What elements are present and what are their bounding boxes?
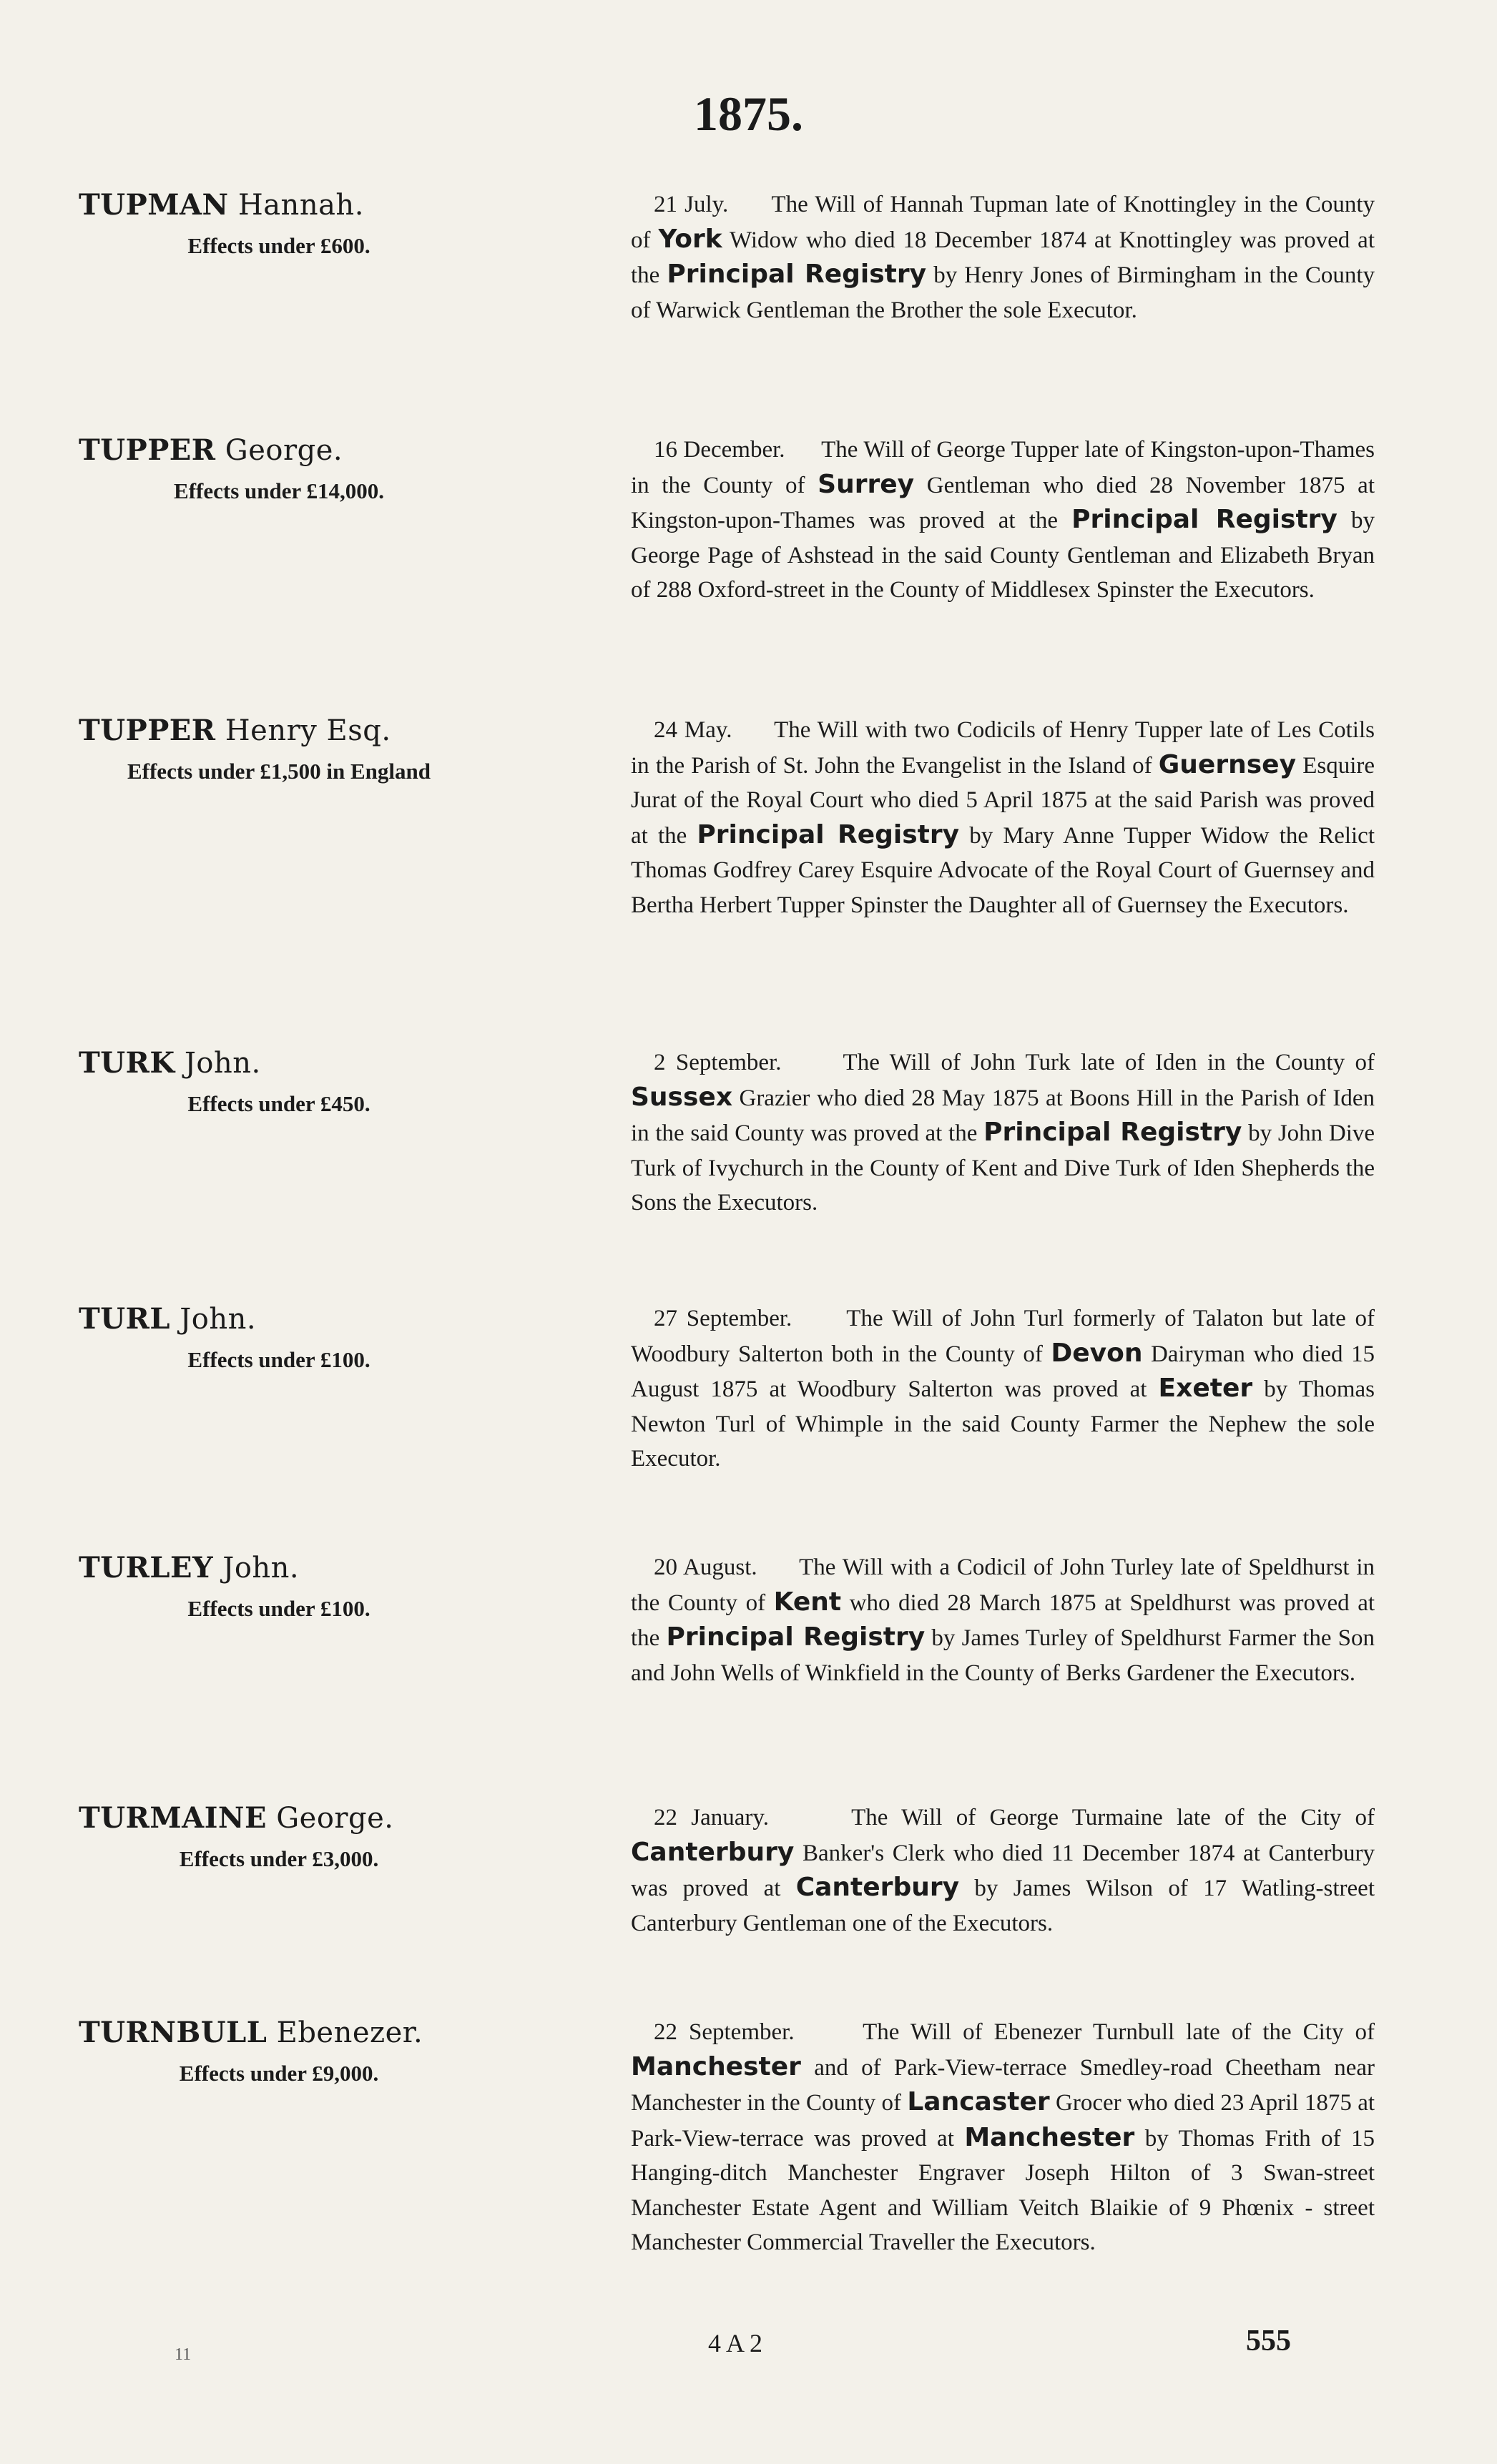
registry-name: Principal Registry — [1071, 505, 1338, 534]
entry-body: by Henry Jones of Birmingham in the County of Warwick Gentleman the Brother the sole Executor. — [631, 262, 1375, 323]
page-year: 1875. — [694, 87, 803, 141]
place-name: Manchester — [631, 2051, 801, 2081]
entry-heading — [79, 433, 622, 504]
entry-body: The Will of Ebenezer Turnbull late of the City of — [863, 2019, 1375, 2045]
entry-body: by James Wilson of 17 Watling-street Canterbury Gentleman one of the Executors. — [631, 1876, 1375, 1936]
entry-body: The Will of George Turmaine late of the City of — [851, 1805, 1375, 1830]
surname: TUPPER — [79, 433, 216, 467]
place-name: Kent — [773, 1587, 842, 1617]
forename: John. — [184, 1047, 261, 1080]
page-number: 555 — [1246, 2325, 1291, 2357]
effects-value: Effects under £100. — [187, 1596, 370, 1621]
entry-body: by John Dive Turk of Ivychurch in the County of Kent and Dive Turk of Iden Shepherds the Sons the Executors. — [631, 1120, 1375, 1216]
place-name: York — [658, 224, 722, 254]
effects-value: Effects under £600. — [187, 233, 370, 258]
effects-value: Effects under £14,000. — [174, 478, 384, 503]
footer-signature-mark: 4 A 2 — [708, 2329, 763, 2357]
entry-body: The Will of George Tupper late of Kingston-upon-Thames in the County of — [631, 437, 1375, 498]
entry-body: Gentleman who died 28 November 1875 at Kingston-upon-Thames was proved at the — [631, 472, 1375, 533]
entry-date: 20 August. — [654, 1554, 757, 1580]
entry-body: who died 28 March 1875 at Speldhurst was proved at the — [631, 1590, 1375, 1651]
testator-name — [79, 433, 622, 468]
entry-date: 21 July. — [654, 192, 729, 217]
entry-body: by George Page of Ashstead in the said County Gentleman and Elizabeth Bryan of 288 Oxford-street in the County of Middlesex Spinster the Executors. — [631, 508, 1375, 603]
forename: George. — [276, 1802, 394, 1835]
entry-text — [631, 1800, 1375, 1941]
place-name: Devon — [1051, 1338, 1143, 1368]
entry-text — [631, 1045, 1375, 1221]
place-name: Guernsey — [1158, 749, 1297, 779]
entry-body: The Will of Hannah Tupman late of Knottingley in the County of — [631, 192, 1375, 253]
effects-value: Effects under £3,000. — [179, 1846, 379, 1871]
registry-name: Principal Registry — [697, 819, 960, 849]
entry-body: Widow who died 18 December 1874 at Knottingley was proved at the — [631, 227, 1375, 288]
entry-text — [631, 187, 1375, 327]
entry-body: Esquire Jurat of the Royal Court who died 5 April 1875 at the said Parish was proved at the — [631, 752, 1375, 849]
registry-name: Canterbury — [795, 1873, 960, 1902]
entry-text — [631, 1301, 1375, 1477]
testator-name — [79, 187, 622, 223]
entry-heading — [79, 187, 622, 259]
testator-name — [79, 2015, 622, 2051]
entry-body: by Mary Anne Tupper Widow the Relict Thomas Godfrey Carey Esquire Advocate of the Royal Court of Guernsey and Bertha Herbert Tupper Spinster the Daughter all of Guernsey the Executors. — [631, 822, 1375, 918]
footer-folio-mark: 11 — [175, 2345, 192, 2364]
forename: Hannah. — [237, 189, 364, 222]
place-name: Canterbury — [631, 1837, 795, 1867]
entry-body: Dairyman who died 15 August 1875 at Woodbury Salterton was proved at — [631, 1341, 1375, 1402]
testator-name — [79, 1045, 622, 1081]
surname: TURMAINE — [79, 1801, 267, 1835]
entry-body: and of Park-View-terrace Smedley-road Cheetham near Manchester in the County of — [631, 2054, 1375, 2116]
surname: TURK — [79, 1046, 175, 1080]
forename: John. — [180, 1303, 257, 1336]
entry-body: by James Turley of Speldhurst Farmer the Son and John Wells of Winkfield in the County of Berks Gardener the Executors. — [631, 1625, 1375, 1686]
entry-body: Grazier who died 28 May 1875 at Boons Hill in the Parish of Iden in the said County was proved at the — [631, 1085, 1375, 1146]
entry-body: The Will with a Codicil of John Turley late of Speldhurst in the County of — [631, 1554, 1375, 1616]
surname: TURL — [79, 1302, 171, 1336]
registry-name: Principal Registry — [667, 260, 927, 289]
testator-name — [79, 1550, 622, 1586]
entry-heading — [79, 1800, 622, 1872]
entry-body: by Thomas Newton Turl of Whimple in the said County Farmer the Nephew the sole Executor. — [631, 1376, 1375, 1472]
entry-body: The Will of John Turl formerly of Talaton but late of Woodbury Salterton both in the County of — [631, 1306, 1375, 1367]
testator-name — [79, 1301, 622, 1337]
entry-date: 22 September. — [654, 2019, 795, 2045]
entry-date: 24 May. — [654, 717, 732, 743]
effects-value: Effects under £9,000. — [179, 2061, 379, 2086]
entry-date: 22 January. — [654, 1805, 770, 1830]
entry-date: 2 September. — [654, 1050, 782, 1075]
effects-value: Effects under £450. — [187, 1091, 370, 1116]
place-name: Lancaster — [907, 2087, 1050, 2116]
entry-heading — [79, 1045, 622, 1117]
entry-heading — [79, 1550, 622, 1622]
effects-value: Effects under £1,500 in England — [127, 759, 431, 784]
entry-body: Grocer who died 23 April 1875 at Park-View-terrace was proved at — [631, 2090, 1375, 2152]
forename: George. — [225, 434, 343, 467]
entry-text — [631, 1550, 1375, 1690]
entry-date: 27 September. — [654, 1306, 792, 1331]
entry-heading — [79, 1301, 622, 1373]
entry-body: by Thomas Frith of 15 Hanging-ditch Manchester Engraver Joseph Hilton of 3 Swan-street Manchester Estate Agent and William Veitch Blaikie of 9 Phœnix - street Manchester Commercial Traveller the Executors. — [631, 2125, 1375, 2255]
place-name: Surrey — [818, 469, 915, 499]
place-name: Sussex — [631, 1082, 733, 1112]
forename: Henry Esq. — [225, 714, 391, 747]
registry-name: Principal Registry — [666, 1622, 926, 1652]
surname: TURLEY — [79, 1551, 214, 1585]
entry-text — [631, 433, 1375, 608]
surname: TUPMAN — [79, 188, 229, 222]
forename: John. — [222, 1552, 300, 1585]
registry-name: Principal Registry — [983, 1118, 1242, 1147]
entry-heading — [79, 2015, 622, 2086]
registry-name: Exeter — [1158, 1374, 1253, 1403]
entry-body: The Will with two Codicils of Henry Tupper late of Les Cotils in the Parish of St. John the Evangelist in the Island of — [631, 717, 1375, 779]
entry-text — [631, 713, 1375, 922]
place-name: Manchester — [964, 2122, 1135, 2152]
surname: TUPPER — [79, 714, 216, 747]
testator-name — [79, 713, 622, 749]
effects-value: Effects under £100. — [187, 1347, 370, 1372]
surname: TURNBULL — [79, 2016, 268, 2049]
forename: Ebenezer. — [276, 2016, 423, 2049]
entry-heading — [79, 713, 622, 784]
entry-text — [631, 2015, 1375, 2260]
testator-name — [79, 1800, 622, 1836]
entry-body: The Will of John Turk late of Iden in the County of — [843, 1050, 1375, 1075]
entry-date: 16 December. — [654, 437, 785, 463]
entry-body: Banker's Clerk who died 11 December 1874 at Canterbury was proved at — [631, 1840, 1375, 1901]
